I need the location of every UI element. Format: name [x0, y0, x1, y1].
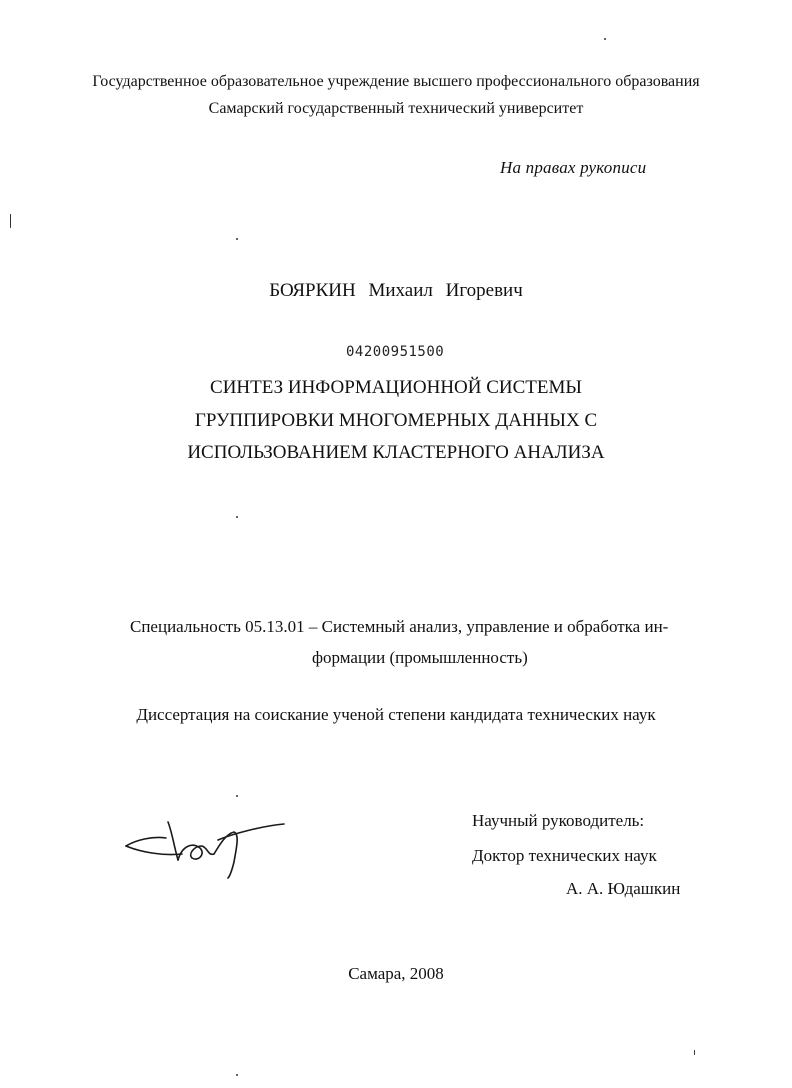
thesis-title-line-1: СИНТЕЗ ИНФОРМАЦИОННОЙ СИСТЕМЫ	[210, 377, 582, 398]
author-signature	[122, 816, 292, 882]
thesis-title-line-2: ГРУППИРОВКИ МНОГОМЕРНЫХ ДАННЫХ С	[194, 410, 598, 431]
specialty-line-1: Специальность 05.13.01 – Системный анализ, управление и обработка ин-	[130, 617, 669, 636]
institution-name: Государственное образовательное учреждение высшего профессионального образования	[92, 73, 700, 90]
scan-speck	[236, 1074, 238, 1076]
thesis-title-line-3: ИСПОЛЬЗОВАНИЕМ КЛАСТЕРНОГО АНАЛИЗА	[187, 442, 605, 463]
university-name: Самарский государственный технический университет	[208, 100, 584, 117]
supervisor-degree: Доктор технических наук	[472, 846, 657, 865]
scan-speck	[236, 516, 238, 518]
supervisor-label: Научный руководитель:	[472, 811, 645, 830]
city-year: Самара, 2008	[348, 964, 444, 983]
registration-stamp: 04200951500	[346, 344, 445, 360]
scan-speck	[604, 38, 606, 40]
scan-speck	[236, 795, 238, 797]
specialty-line-2: формации (промышленность)	[312, 648, 528, 667]
scan-speck	[236, 238, 238, 240]
supervisor-name: А. А. Юдашкин	[566, 879, 681, 898]
dissertation-note: Диссертация на соискание ученой степени кандидата технических наук	[136, 705, 656, 724]
author-name: БОЯРКИН Михаил Игоревич	[269, 280, 523, 301]
scan-speck	[10, 214, 11, 228]
scan-speck	[694, 1050, 695, 1055]
manuscript-note: На правах рукописи	[500, 158, 647, 177]
